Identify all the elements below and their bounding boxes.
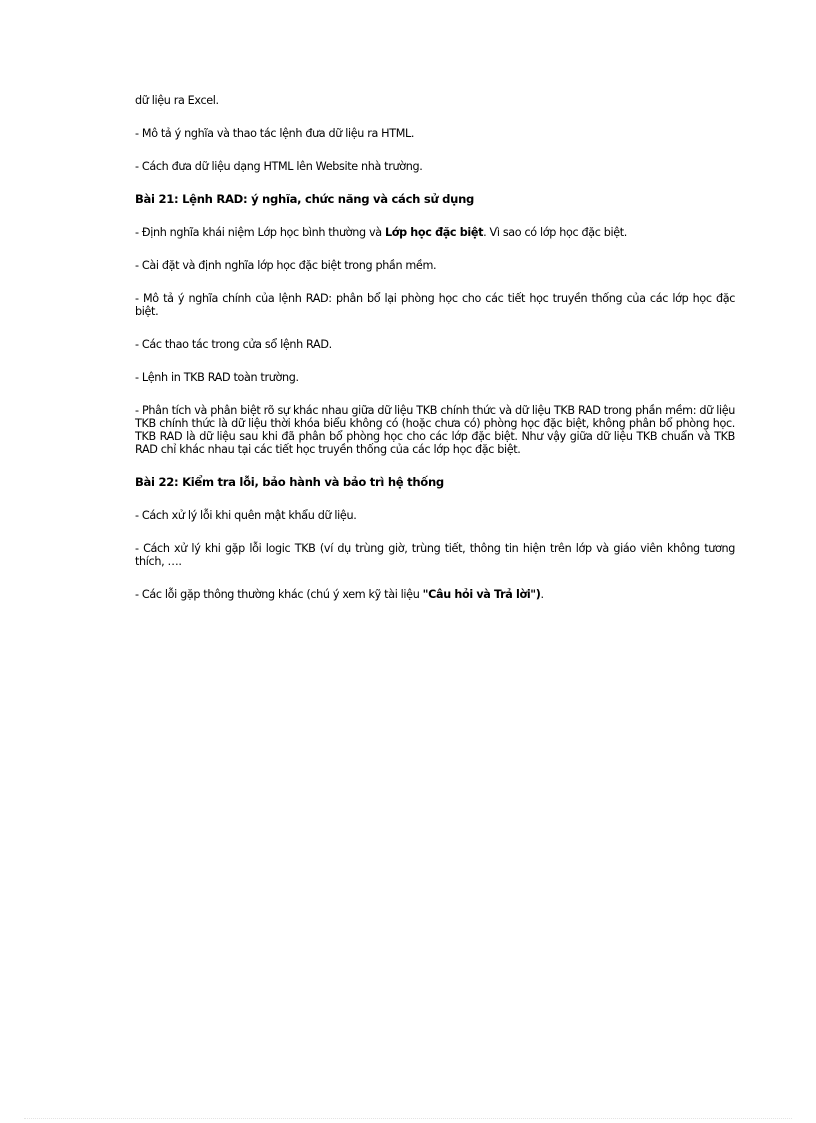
paragraph-rad-meaning: - Mô tả ý nghĩa chính của lệnh RAD: phân bổ lại phòng học cho các tiết học truyền thống của các lớp học đặc biệt. (135, 292, 735, 318)
text-segment: . (540, 588, 544, 601)
text-segment: - Định nghĩa khái niệm Lớp học bình thường và (135, 226, 385, 239)
paragraph-html-export: - Mô tả ý nghĩa và thao tác lệnh đưa dữ liệu ra HTML. (135, 127, 415, 140)
paragraph-rad-analysis: - Phân tích và phân biệt rõ sự khác nhau giữa dữ liệu TKB chính thức và dữ liệu TKB RAD trong phần mềm: dữ liệu TKB chính thức là dữ liệu thời khóa biểu không có (hoặc chưa có) phòng học đặc biệt, không phân bổ phòng học. TKB RAD là dữ liệu sau khi đã phân bổ phòng học cho các lớp đặc biệt. Như vậy giữa dữ liệu TKB chuẩn và TKB RAD chỉ khác nhau tại các tiết học truyền thống của các lớp học đặc biệt. (135, 404, 735, 456)
paragraph-special-class-definition (135, 226, 735, 239)
paragraph-excel-export: dữ liệu ra Excel. (135, 94, 219, 107)
paragraph-rad-window: - Các thao tác trong cửa sổ lệnh RAD. (135, 338, 332, 351)
paragraph-logic-error: - Cách xử lý khi gặp lỗi logic TKB (ví dụ trùng giờ, trùng tiết, thông tin hiện trên lớp và giáo viên không tương thích, …. (135, 542, 735, 568)
paragraph-other-errors (135, 588, 735, 601)
bold-term-special-class: Lớp học đặc biệt (384, 226, 484, 239)
document-body (135, 94, 735, 621)
page-bottom-rule (24, 1118, 792, 1119)
paragraph-html-website: - Cách đưa dữ liệu dạng HTML lên Website nhà trường. (135, 160, 423, 173)
paragraph-special-class-setup: - Cài đặt và định nghĩa lớp học đặc biệt trong phần mềm. (135, 259, 437, 272)
paragraph-rad-print: - Lệnh in TKB RAD toàn trường. (135, 371, 299, 384)
lesson-22-heading: Bài 22: Kiểm tra lỗi, bảo hành và bảo trì hệ thống (135, 475, 444, 489)
text-segment: - Các lỗi gặp thông thường khác (chú ý xem kỹ tài liệu (135, 588, 423, 601)
bold-reference-qa-document: "Câu hỏi và Trả lời") (422, 588, 541, 601)
paragraph-password-error: - Cách xử lý lỗi khi quên mật khẩu dữ liệu. (135, 509, 357, 522)
text-segment: . Vì sao có lớp học đặc biệt. (483, 226, 628, 239)
lesson-21-heading: Bài 21: Lệnh RAD: ý nghĩa, chức năng và cách sử dụng (135, 192, 475, 206)
